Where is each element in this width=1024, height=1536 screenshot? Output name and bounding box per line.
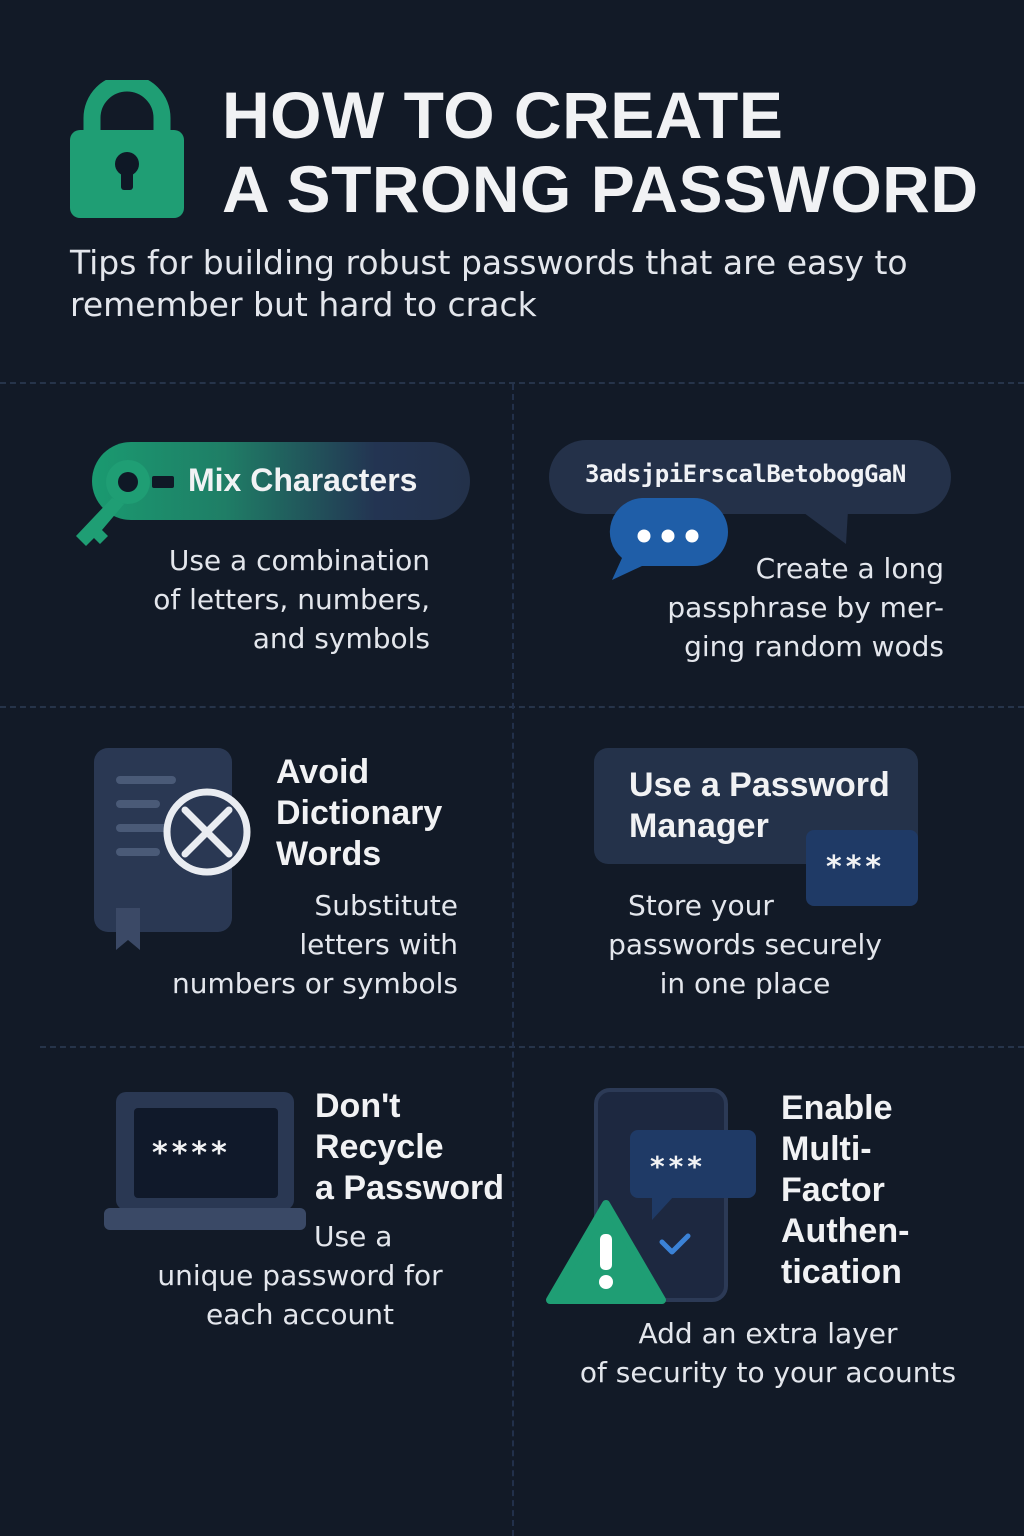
masked-password: *** bbox=[650, 1150, 706, 1183]
key-icon bbox=[70, 458, 182, 554]
phone-warning-icon bbox=[544, 1088, 764, 1310]
page-subtitle: Tips for building robust passwords that are easy to remember but hard to crack bbox=[70, 243, 908, 324]
tip-heading: Avoid Dictionary Words bbox=[276, 753, 443, 873]
tip-body: Use a combination of letters, numbers, and symbols bbox=[153, 544, 430, 655]
lock-icon bbox=[68, 80, 186, 220]
tip-body: Create a long passphrase by mer- ging random wods bbox=[667, 552, 944, 663]
tip-heading: Mix Characters bbox=[188, 462, 418, 498]
divider bbox=[40, 1046, 1024, 1048]
tip-body: Use a unique password for each account bbox=[157, 1220, 443, 1331]
tip-heading: Enable Multi- Factor Authen- tication bbox=[781, 1089, 910, 1291]
masked-password: **** bbox=[152, 1136, 231, 1171]
bubble-tail bbox=[800, 510, 850, 546]
passphrase-text: 3adsjpiErscalBetobogGaN bbox=[585, 460, 906, 488]
password-field-icon: *** bbox=[806, 830, 918, 906]
tip-heading: Use a Password Manager bbox=[629, 766, 890, 845]
tip-heading: Don't Recycle a Password bbox=[315, 1087, 504, 1207]
tip-body: Add an extra layer of security to your acounts bbox=[579, 1317, 957, 1389]
page-title: HOW TO CREATE A STRONG PASSWORD bbox=[222, 78, 979, 226]
divider bbox=[512, 384, 514, 1536]
tip-body: Store your passwords securely in one place bbox=[608, 889, 882, 1000]
tip-body: Substitute letters with numbers or symbols bbox=[171, 889, 458, 1000]
